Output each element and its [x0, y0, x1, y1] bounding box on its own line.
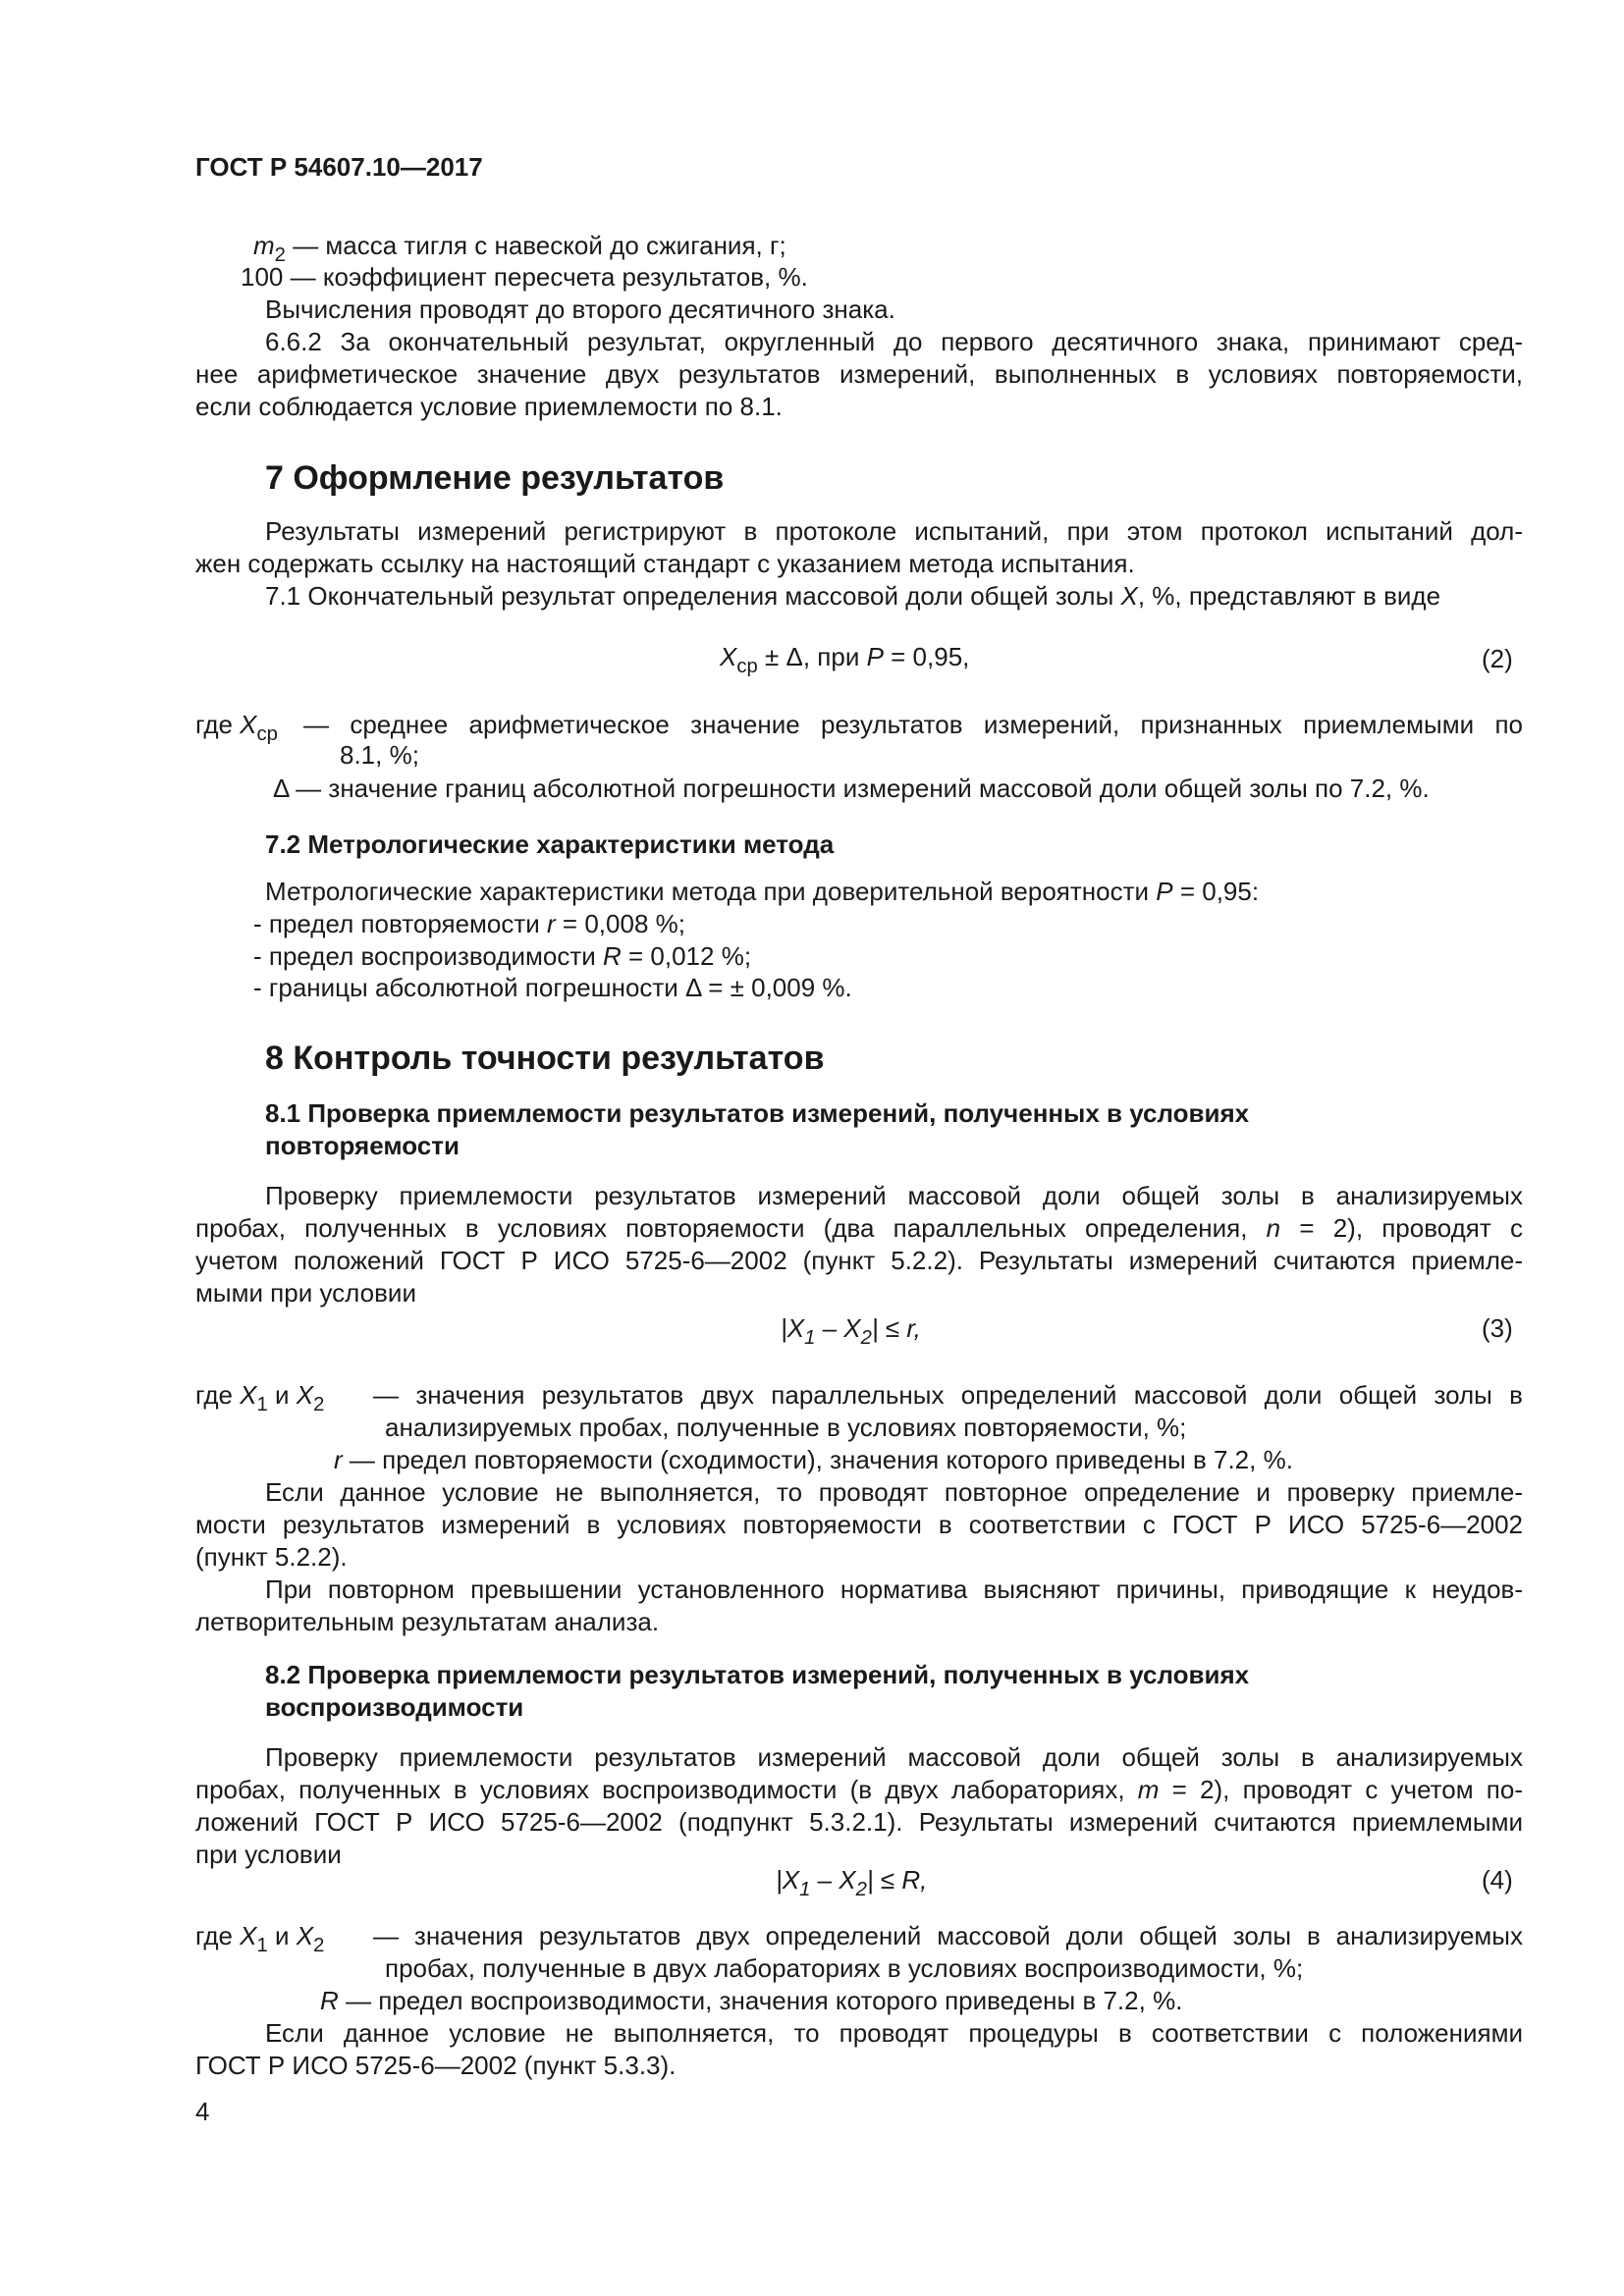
s82-p4-line1: Проверку приемлемости результатов измерений массовой доли общей золы в анализируемых	[265, 1742, 1523, 1772]
formula-2	[720, 642, 970, 678]
f3-c: | ≤ r,	[871, 1313, 921, 1343]
s82-p4-m: m	[1137, 1775, 1160, 1804]
calc-note: Вычисления проводят до второго десятичного знака.	[265, 294, 895, 324]
s81-p2-line2: мости результатов измерений в условиях повторяемости в соответствии с ГОСТ Р ИСО 5725-6—2002	[195, 1510, 1523, 1539]
f4-s2: 2	[855, 1879, 867, 1901]
s72-l1-p: P	[1156, 877, 1173, 906]
p71-var: X	[1120, 581, 1138, 611]
s72-l1-end: = 0,95:	[1172, 877, 1260, 906]
delta-desc: — значение границ абсолютной погрешности измерений массовой доли общей золы по 7.2, %.	[296, 774, 1430, 803]
s81-p1-n: n	[1266, 1213, 1281, 1243]
w3-s2: 2	[313, 1394, 325, 1416]
s81-p1-line4: мыми при условии	[195, 1278, 416, 1308]
var-m2-sub: 2	[274, 244, 286, 267]
formula-2-number: (2)	[1482, 644, 1513, 673]
f3-s2: 2	[860, 1327, 872, 1350]
w3-r: r	[334, 1445, 343, 1474]
delta-symbol: Δ	[273, 774, 289, 803]
w4-and: и	[267, 1921, 297, 1950]
s72-l3-end: = 0,012 %;	[621, 941, 752, 971]
f2-x: X	[720, 642, 737, 671]
where3-r-line	[334, 1447, 1293, 1472]
where4-desc1: — значения результатов двух определений массовой доли общей золы в анализируемых	[373, 1921, 1523, 1950]
w3-r-desc: — предел повторяемости (сходимости), значения которого приведены в 7.2, %.	[342, 1445, 1293, 1474]
s72-line1	[265, 879, 1259, 904]
s72-l2-r: r	[547, 909, 556, 938]
w3-x1: X	[240, 1380, 257, 1410]
var-m2: m	[253, 231, 275, 260]
section-8-2-title-line2: воспроизводимости	[265, 1692, 524, 1722]
s82-p4-l2-text: пробах, полученных в условиях воспроизводимости (в двух лабораториях,	[195, 1775, 1138, 1804]
formula-4	[776, 1865, 928, 1901]
p71-text-end: , %, представляют в виде	[1137, 581, 1441, 611]
w3-x2: X	[296, 1380, 314, 1410]
where-delta-line	[273, 775, 1430, 801]
f4-a: |X	[776, 1865, 800, 1895]
f3-a: |X	[781, 1313, 805, 1343]
w3-where: где	[195, 1380, 241, 1410]
s82-p5-line2: ГОСТ Р ИСО 5725-6—2002 (пункт 5.3.3).	[195, 2051, 677, 2080]
f3-s1: 1	[804, 1327, 816, 1350]
s81-p2-line1: Если данное условие не выполняется, то проводят повторное определение и проверку приемле-	[265, 1477, 1523, 1507]
var-100-desc: — коэффициент пересчета результатов, %.	[290, 262, 808, 292]
s81-p1-line3: учетом положений ГОСТ Р ИСО 5725-6—2002 (пункт 5.2.2). Результаты измерений считаются приемле-	[195, 1246, 1523, 1275]
s81-p3-line2: летворительным результатам анализа.	[195, 1607, 660, 1636]
section-7-title: 7 Оформление результатов	[265, 459, 725, 497]
document-header: ГОСТ Р 54607.10—2017	[195, 152, 483, 182]
f4-c: | ≤ R,	[866, 1865, 928, 1895]
w4-R-desc: — предел воспроизводимости, значения которого приведены в 7.2, %.	[338, 1986, 1183, 2015]
p71-text: 7.1 Окончательный результат определения массовой доли общей золы	[265, 581, 1121, 611]
section-7-2-title: 7.2 Метрологические характеристики метода	[265, 829, 835, 859]
s72-line4: - границы абсолютной погрешности Δ = ± 0,009 %.	[253, 973, 852, 1002]
s81-p1-line2	[195, 1215, 1523, 1241]
var-m2-line	[253, 231, 786, 267]
sec7-intro-line1: Результаты измерений регистрируют в протоколе испытаний, при этом протокол испытаний дол-	[265, 516, 1523, 546]
w3-and: и	[267, 1380, 297, 1410]
f2-sub: ср	[736, 656, 758, 678]
where-x: X	[240, 710, 257, 739]
s72-line3	[253, 943, 751, 969]
where-xcp-desc2: 8.1, %;	[340, 740, 419, 770]
w4-R: R	[320, 1986, 339, 2015]
where3-desc2: анализируемых пробах, полученные в условиях повторяемости, %;	[385, 1413, 1187, 1442]
s72-l1-text: Метрологические характеристики метода при доверительной вероятности	[265, 877, 1157, 906]
formula-3	[781, 1313, 921, 1350]
s82-p4-l2-end: = 2), проводят с учетом по-	[1159, 1775, 1523, 1804]
p662-line2: нее арифметическое значение двух результатов измерений, выполненных в условиях повторяемости,	[195, 359, 1523, 389]
where-word: где	[195, 710, 241, 739]
p662-line3: если соблюдается условие приемлемости по 8.1.	[195, 392, 783, 421]
formula-3-number: (3)	[1482, 1313, 1513, 1343]
s81-p3-line1: При повторном превышении установленного норматива выясняют причины, приводящие к неудов-	[265, 1575, 1523, 1604]
where4-desc2: пробах, полученные в двух лабораториях в условиях воспроизводимости, %;	[385, 1953, 1304, 1983]
s72-l2-end: = 0,008 %;	[555, 909, 685, 938]
s72-l2-text: - предел повторяемости	[253, 909, 548, 938]
where3-term	[195, 1380, 325, 1416]
var-100-line	[241, 264, 808, 290]
s81-p1-l2-text: пробах, полученных в условиях повторяемости (два параллельных определения,	[195, 1213, 1267, 1243]
w4-x1: X	[240, 1921, 257, 1950]
s82-p4-line2	[195, 1777, 1523, 1802]
s81-p1-line1: Проверку приемлемости результатов измерений массовой доли общей золы в анализируемых	[265, 1181, 1523, 1210]
p71-line	[265, 583, 1440, 609]
formula-4-number: (4)	[1482, 1865, 1513, 1895]
f2-mid: ± Δ, при	[757, 642, 867, 671]
page-number: 4	[195, 2097, 210, 2126]
section-8-2-title-line1: 8.2 Проверка приемлемости результатов измерений, полученных в условиях	[265, 1660, 1250, 1689]
f4-b: – X	[810, 1865, 856, 1895]
w4-where: где	[195, 1921, 241, 1950]
where-xcp-term	[195, 710, 278, 746]
f2-p: P	[866, 642, 884, 671]
where4-term	[195, 1921, 325, 1957]
s81-p1-l2-end: = 2), проводят с	[1280, 1213, 1523, 1243]
p662-line1: 6.6.2 За окончательный результат, округленный до первого десятичного знака, принимают сред-	[265, 327, 1523, 356]
var-m2-desc: — масса тигля с навеской до сжигания, г;	[293, 231, 786, 260]
where-xcp-desc1: — среднее арифметическое значение результатов измерений, признанных приемлемыми по	[303, 710, 1523, 739]
s82-p5-line1: Если данное условие не выполняется, то проводят процедуры в соответствии с положениями	[265, 2018, 1523, 2048]
where4-R-line	[320, 1988, 1182, 2013]
sec7-intro-line2: жен содержать ссылку на настоящий стандарт с указанием метода испытания.	[195, 549, 1135, 578]
f4-s1: 1	[799, 1879, 811, 1901]
w3-s1: 1	[256, 1394, 268, 1416]
f2-end: = 0,95,	[883, 642, 970, 671]
var-100: 100	[241, 262, 284, 292]
w4-s2: 2	[313, 1935, 325, 1957]
s72-l3-r: R	[603, 941, 622, 971]
f3-b: – X	[815, 1313, 861, 1343]
s81-p2-line3: (пункт 5.2.2).	[195, 1542, 348, 1572]
s72-line2	[253, 911, 685, 936]
section-8-1-title-line1: 8.1 Проверка приемлемости результатов измерений, полученных в условиях	[265, 1098, 1250, 1128]
section-8-title: 8 Контроль точности результатов	[265, 1040, 825, 1077]
s72-l3-text: - предел воспроизводимости	[253, 941, 603, 971]
s82-p4-line4: при условии	[195, 1840, 342, 1869]
where-x-sub: ср	[256, 723, 278, 746]
where3-desc1: — значения результатов двух параллельных определений массовой доли общей золы в	[373, 1380, 1523, 1410]
w4-s1: 1	[256, 1935, 268, 1957]
s82-p4-line3: ложений ГОСТ Р ИСО 5725-6—2002 (подпункт 5.3.2.1). Результаты измерений считаются приемлемыми	[195, 1807, 1523, 1837]
section-8-1-title-line2: повторяемости	[265, 1131, 460, 1160]
w4-x2: X	[296, 1921, 314, 1950]
